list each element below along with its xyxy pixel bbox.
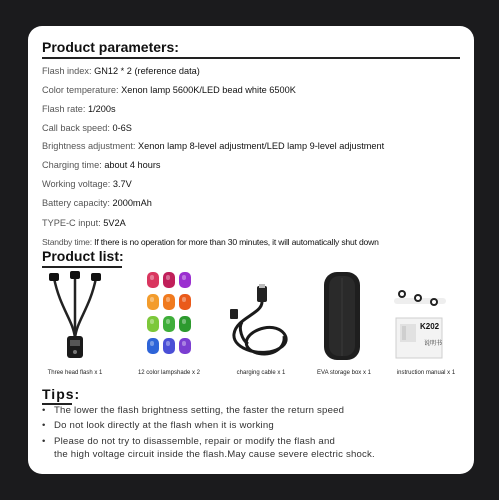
param-label: Battery capacity:: [42, 198, 110, 208]
lampshade-swatch: [179, 338, 191, 354]
param-brightness: [42, 141, 384, 151]
product-charging-cable: [224, 284, 294, 362]
charging-cable-icon: [224, 284, 294, 362]
lampshade-swatch: [179, 272, 191, 288]
tip-text: the high voltage circuit inside the flash.May cause severe electric shock.: [54, 449, 375, 460]
bullet-icon: •: [42, 420, 46, 431]
caption-instruction-manual: instruction manual x 1: [396, 370, 456, 376]
lampshade-swatch: [163, 294, 175, 310]
lampshade-highlight: [182, 275, 186, 280]
tip-item-continued: [42, 449, 375, 460]
tips-title: Tips:: [42, 386, 81, 402]
lampshade-swatch: [163, 338, 175, 354]
param-value: If there is no operation for more than 30 minutes, it will automatically shut down: [94, 237, 379, 247]
tip-text: Do not look directly at the flash when it is working: [54, 420, 274, 431]
lampshade-highlight: [182, 341, 186, 346]
param-value: 3.7V: [112, 179, 132, 189]
product-list-underline: [42, 266, 122, 268]
param-label: Color temperature:: [42, 85, 119, 95]
param-flash-rate: [42, 104, 116, 114]
tip-text: Please do not try to disassemble, repair or modify the flash and: [54, 436, 336, 447]
param-value: about 4 hours: [104, 160, 161, 170]
tip-item: [42, 436, 335, 447]
param-label: Charging time:: [42, 160, 102, 170]
param-label: Flash index:: [42, 66, 92, 76]
param-typec-input: [42, 218, 126, 228]
manual-model-label: K202: [420, 322, 440, 331]
tip-item: [42, 420, 274, 431]
param-value: Xenon lamp 8-level adjustment/LED lamp 9-level adjustment: [138, 141, 385, 151]
product-list-title: Product list:: [42, 248, 124, 264]
param-value: 2000mAh: [112, 198, 152, 208]
lampshade-highlight: [150, 275, 154, 280]
lampshade-swatch: [147, 272, 159, 288]
lampshade-highlight: [166, 297, 170, 302]
param-label: Standby time:: [42, 237, 92, 247]
product-card: [28, 26, 474, 474]
tip-text: The lower the flash brightness setting, the faster the return speed: [54, 405, 345, 416]
lampshade-highlight: [166, 341, 170, 346]
lampshade-swatch: [147, 338, 159, 354]
lampshade-highlight: [150, 319, 154, 324]
lampshade-highlight: [182, 297, 186, 302]
product-three-head-flash: [42, 270, 108, 362]
tip-item: [42, 405, 344, 416]
lampshade-grid: [144, 270, 194, 358]
product-storage-box: [318, 270, 366, 364]
param-flash-index: [42, 66, 200, 76]
lampshade-swatch: [163, 272, 175, 288]
caption-three-head-flash: Three head flash x 1: [47, 370, 103, 376]
parameters-title: Product parameters:: [42, 39, 179, 55]
bullet-icon: •: [42, 436, 46, 447]
lampshade-swatch: [179, 316, 191, 332]
param-label: Flash rate:: [42, 104, 86, 114]
param-working-voltage: [42, 179, 132, 189]
manual-cn-label: 说明书: [424, 341, 443, 347]
param-color-temperature: [42, 85, 296, 95]
param-label: Brightness adjustment:: [42, 141, 136, 151]
param-value: Xenon lamp 5600K/LED bead white 6500K: [121, 85, 296, 95]
storage-box-icon: [318, 270, 366, 364]
lampshade-swatch: [179, 294, 191, 310]
parameters-underline: [42, 57, 460, 59]
lampshade-highlight: [150, 297, 154, 302]
caption-color-lampshade: 12 color lampshade x 2: [137, 370, 201, 376]
bullet-icon: •: [42, 405, 46, 416]
param-value: 5V2A: [103, 218, 126, 228]
param-standby-time: [42, 237, 379, 247]
param-label: TYPE-C input:: [42, 218, 101, 228]
param-value: 1/200s: [87, 104, 116, 114]
param-value: GN12 * 2 (reference data): [94, 66, 200, 76]
lampshade-swatch: [147, 316, 159, 332]
three-head-flash-icon: [42, 270, 108, 362]
lampshade-highlight: [166, 275, 170, 280]
lampshade-swatch: [147, 294, 159, 310]
lampshade-swatch: [163, 316, 175, 332]
lampshade-highlight: [166, 319, 170, 324]
lampshade-highlight: [150, 341, 154, 346]
caption-charging-cable: charging cable x 1: [236, 370, 286, 376]
param-call-back-speed: [42, 123, 132, 133]
caption-storage-box: EVA storage box x 1: [317, 370, 371, 376]
param-battery-capacity: [42, 198, 152, 208]
param-label: Call back speed:: [42, 123, 110, 133]
param-label: Working voltage:: [42, 179, 111, 189]
param-charging-time: [42, 160, 161, 170]
product-instruction-manual: [392, 288, 454, 360]
product-color-lampshades: [144, 270, 194, 358]
lampshade-highlight: [182, 319, 186, 324]
param-value: 0-6S: [112, 123, 132, 133]
